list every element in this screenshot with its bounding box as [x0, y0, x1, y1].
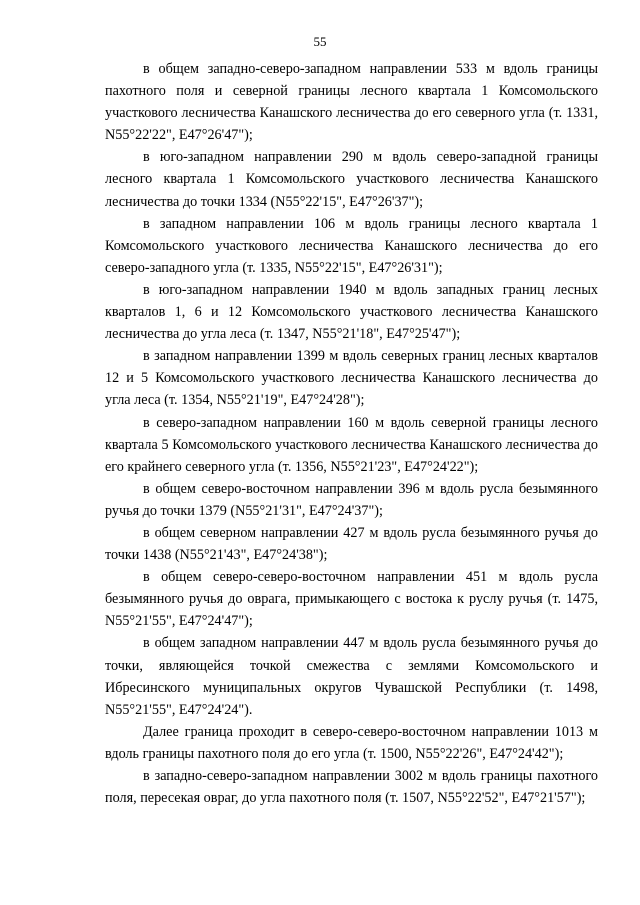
paragraph: в общем западном направлении 447 м вдоль русла безымянного ручья до точки, являющейся точкой смежества с землями Комсомольского и Ибресинского муниципальных округов Чувашской Республики (т. 1498, N55°21'55", E47°24'24").	[105, 635, 598, 718]
paragraph: в западном направлении 1399 м вдоль северных границ лесных кварталов 12 и 5 Комсомольского участкового лесничества Канашского лесничества до угла леса (т. 1354, N55°21'19", E47°24'28");	[105, 348, 598, 409]
paragraph: Далее граница проходит в северо-северо-восточном направлении 1013 м вдоль границы пахотного поля до его угла (т. 1500, N55°22'26", E47°24'42");	[105, 723, 598, 762]
paragraph: в западном направлении 106 м вдоль границы лесного квартала 1 Комсомольского участкового лесничества Канашского лесничества до его северо-западного угла (т. 1335, N55°22'15", E47°26'31");	[105, 215, 598, 276]
page-number: 55	[313, 34, 327, 49]
paragraph: в общем северо-северо-восточном направлении 451 м вдоль русла безымянного ручья до оврага, примыкающего с востока к руслу ручья (т. 1475, N55°21'55", E47°24'47");	[105, 569, 598, 630]
document-body	[105, 58, 598, 809]
paragraph: в западно-северо-западном направлении 3002 м вдоль границы пахотного поля, пересекая овраг, до угла пахотного поля (т. 1507, N55°22'52", E47°21'57");	[105, 768, 598, 807]
paragraph: в общем северном направлении 427 м вдоль русла безымянного ручья до точки 1438 (N55°21'43", E47°24'38");	[105, 524, 598, 564]
paragraph: в северо-западном направлении 160 м вдоль северной границы лесного квартала 5 Комсомольского участкового лесничества Канашского лесничества до его крайнего северного угла (т. 1356, N55°21'23", E47°24'22");	[105, 414, 598, 475]
paragraph: в общем северо-восточном направлении 396 м вдоль русла безымянного ручья до точки 1379 (N55°21'31", E47°24'37");	[105, 480, 598, 519]
paragraph: в общем западно-северо-западном направлении 533 м вдоль границы пахотного поля и северной границы лесного квартала 1 Комсомольского участкового лесничества Канашского лесничества до его северного угла (т. 1331, N55°22'22", E47°26'47");	[105, 61, 598, 144]
paragraph: в юго-западном направлении 290 м вдоль северо-западной границы лесного квартала 1 Комсомольского участкового лесничества Канашского лесничества до точки 1334 (N55°22'15", E47°26'37");	[105, 149, 598, 210]
paragraph: в юго-западном направлении 1940 м вдоль западных границ лесных кварталов 1, 6 и 12 Комсомольского участкового лесничества Канашского лесничества до угла леса (т. 1347, N55°21'18", E47°25'47");	[105, 281, 598, 343]
